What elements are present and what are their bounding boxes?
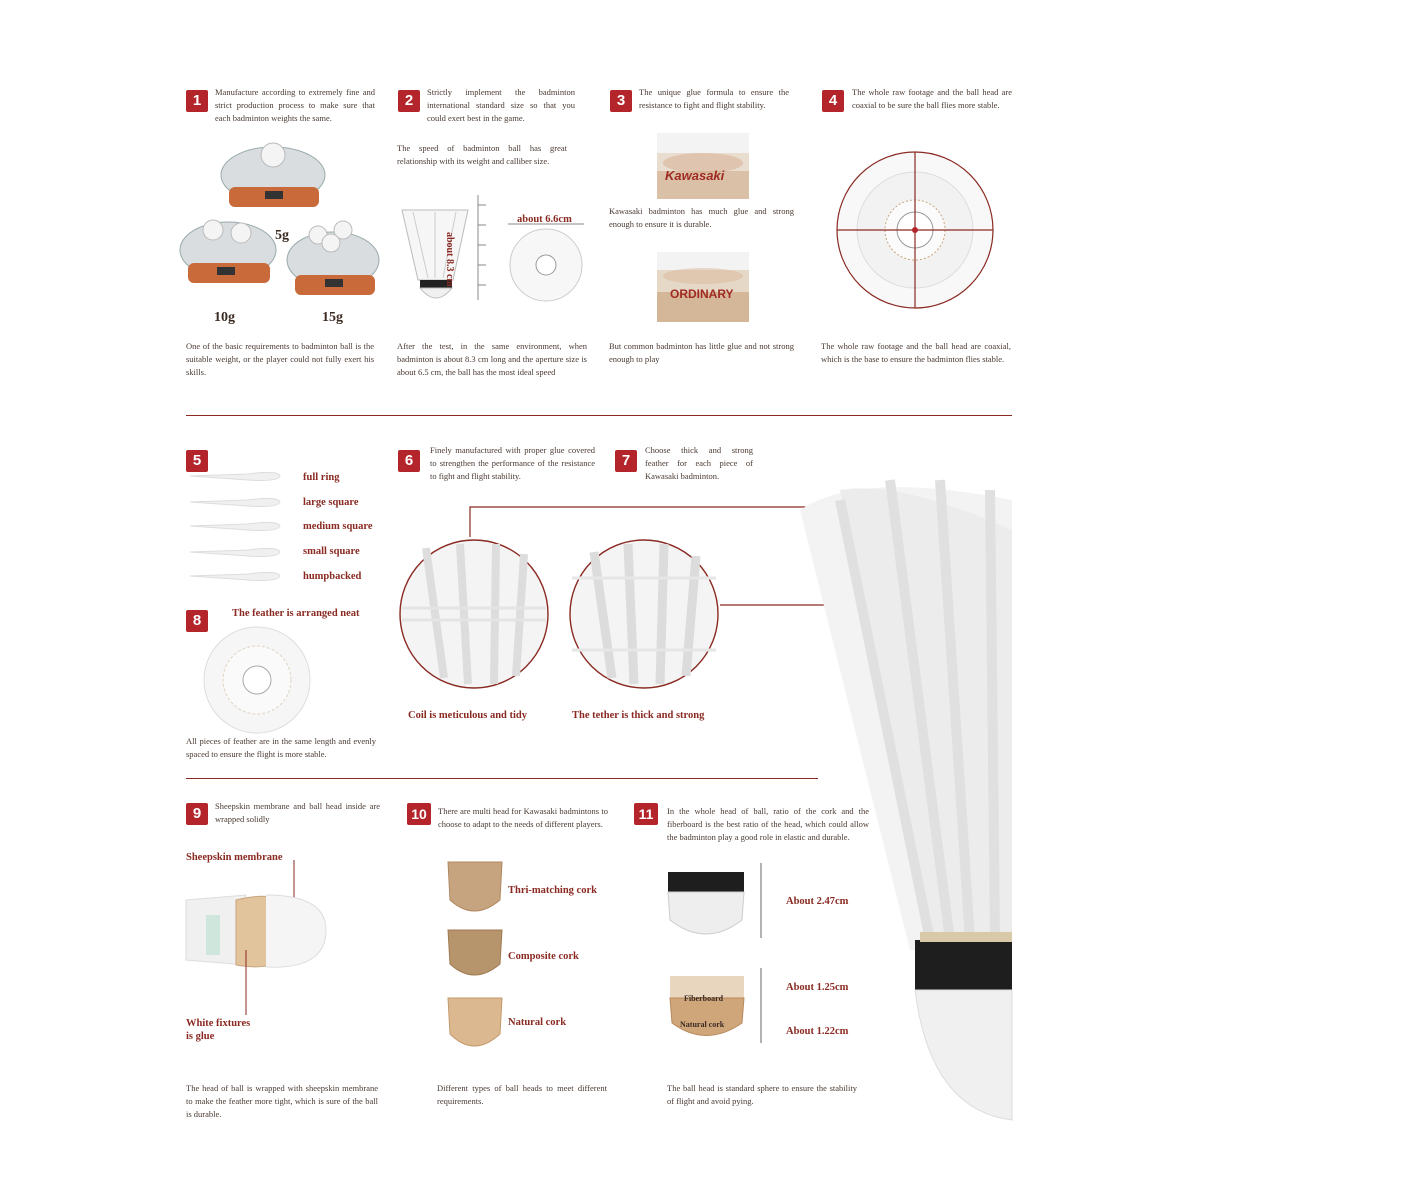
sec3-mid: Kawasaki badminton has much glue and strong enough to ensure it is durable. <box>609 206 794 229</box>
sec6-intro: Finely manufactured with proper glue covered to strengthen the performance of the resistance to fight and flight stability. <box>430 445 595 481</box>
weight-10g: 10g <box>214 310 235 325</box>
shape-small-square: small square <box>303 546 360 557</box>
weight-5g: 5g <box>275 228 289 243</box>
sec4-caption: The whole raw footage and the ball head are coaxial, which is the base to ensure the badminton flies stable. <box>821 341 1011 364</box>
step-badge-2: 2 <box>398 90 420 112</box>
measure-1-22: About 1.22cm <box>786 1026 849 1037</box>
shape-medium-square: medium square <box>303 521 373 532</box>
fiberboard-label: Fiberboard <box>684 994 724 1003</box>
step-badge-10: 10 <box>407 803 431 825</box>
shape-large-square: large square <box>303 497 359 508</box>
sec2-caption: After the test, in the same environment, when badminton is about 8.3 cm long and the aperture size is about 6.5 cm, the ball has the most ideal speed <box>397 341 587 377</box>
feather-arranged-illustration <box>202 625 312 735</box>
step-badge-11: 11 <box>634 803 658 825</box>
cork-thri-matching: Thri-matching cork <box>508 885 597 896</box>
sec10-intro: There are multi head for Kawasaki badmintons to choose to adapt to the needs of different players. <box>438 806 608 829</box>
section-divider-2 <box>186 778 818 779</box>
shuttlecock-size-illustration <box>398 190 588 310</box>
sec2-sub: The speed of badminton ball has great relationship with its weight and calliber size. <box>397 143 567 166</box>
coil-caption: Coil is meticulous and tidy <box>408 710 528 721</box>
feather-shapes-illustration <box>188 466 288 586</box>
sec10-caption: Different types of ball heads to meet different requirements. <box>437 1083 607 1106</box>
step-badge-6: 6 <box>398 450 420 472</box>
ordinary-label: ORDINARY <box>670 287 734 301</box>
sheepskin-label: Sheepskin membrane <box>186 852 283 863</box>
kawasaki-label: Kawasaki <box>665 168 725 183</box>
sec7-intro: Choose thick and strong feather for each piece of Kawasaki badminton. <box>645 445 753 481</box>
step-badge-5: 5 <box>186 450 208 472</box>
sec2-intro: Strictly implement the badminton international standard size so that you could exert best in the game. <box>427 87 575 123</box>
sec4-intro: The whole raw footage and the ball head are coaxial to be sure the ball flies more stable. <box>852 87 1012 110</box>
cork-natural: Natural cork <box>508 1017 567 1028</box>
sec1-caption: One of the basic requirements to badminton ball is the suitable weight, or the player could not fully exert his skills. <box>186 341 374 377</box>
step-badge-3: 3 <box>610 90 632 112</box>
step-badge-1: 1 <box>186 90 208 112</box>
natural-cork-label: Natural cork <box>680 1020 725 1029</box>
sec11-intro: In the whole head of ball, ratio of the cork and the fiberboard is the best ratio of the head, which could allow the badminton play a good role in elastic and durable. <box>667 806 869 842</box>
sec8-caption: All pieces of feather are in the same length and evenly spaced to ensure the flight is more stable. <box>186 736 376 759</box>
sec8-title: The feather is arranged neat <box>232 608 360 619</box>
sec11-caption: The ball head is standard sphere to ensure the stability of flight and avoid pying. <box>667 1083 857 1106</box>
about-length-label: about 8.3 cm <box>444 232 455 287</box>
sec3-caption: But common badminton has little glue and not strong enough to play <box>609 341 794 364</box>
sheepskin-illustration <box>186 855 336 1035</box>
measure-2-47: About 2.47cm <box>786 896 849 907</box>
step-badge-7: 7 <box>615 450 637 472</box>
glue-kawasaki-illustration <box>657 133 749 199</box>
section-divider-1 <box>186 415 1012 416</box>
cork-types-illustration <box>446 860 506 1055</box>
sec9-intro: Sheepskin membrane and ball head inside are wrapped solidly <box>215 801 380 824</box>
sec3-intro: The unique glue formula to ensure the resistance to fight and flight stability. <box>639 87 789 110</box>
weight-15g: 15g <box>322 310 343 325</box>
about-width-label: about 6.6cm <box>517 214 572 225</box>
weighing-scales-illustration <box>183 135 383 315</box>
measure-1-25: About 1.25cm <box>786 982 849 993</box>
sec9-caption: The head of ball is wrapped with sheepskin membrane to make the feather more tight, which is sure of the ball is durable. <box>186 1083 378 1119</box>
cork-composite: Composite cork <box>508 951 579 962</box>
white-fixtures-label: White fixtures is glue <box>186 1018 251 1042</box>
step-badge-8: 8 <box>186 610 208 632</box>
shape-full-ring: full ring <box>303 472 340 483</box>
coaxial-shuttle-illustration <box>835 150 995 310</box>
sec1-intro: Manufacture according to extremely fine and strict production process to make sure that each badminton weights the same. <box>215 87 375 123</box>
tether-caption: The tether is thick and strong <box>572 710 705 721</box>
shape-humpbacked: humpbacked <box>303 571 362 582</box>
step-badge-9: 9 <box>186 803 208 825</box>
step-badge-4: 4 <box>822 90 844 112</box>
